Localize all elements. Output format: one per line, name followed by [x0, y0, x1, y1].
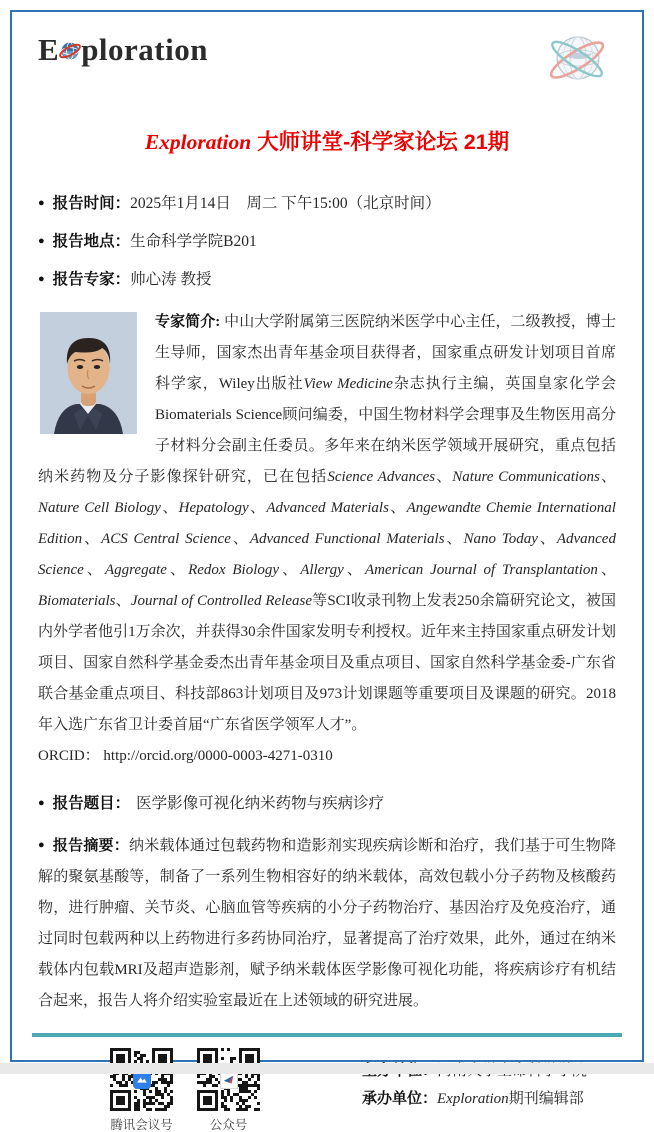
qr-caption-tencent-meeting: 腾讯会议号: [110, 1118, 173, 1132]
header: [38, 28, 616, 97]
qr-block-tencent-meeting: [110, 1048, 173, 1132]
poster-title-en: Exploration: [144, 130, 252, 154]
qr-code-official-account: [197, 1048, 260, 1111]
organizer-value-zh: 期刊编辑部: [508, 1091, 584, 1107]
info-row-speaker: [38, 269, 616, 290]
abstract-text: 纳米载体通过包载药物和造影剂实现疾病诊断和治疗，我们基于可生物降解的聚氨基酸等，制备了一系列生物相容好的纳米载体，高效包载小分子药物及核酸药物，进行肿瘤、关节炎、心脑血管等疾病的小分子药物治疗、基因治疗及免疫治疗，通过同时包载两种以上药物进行多药协同治疗，显著提高了治疗效果，此外，通过在纳米载体内包载MRI及超声造影剂，赋予纳米载体医学影像可视化功能，将疾病诊疗有机结合起来，报告人将介绍实验室最近在上述领域的研究进展。: [38, 838, 616, 1009]
footer-divider: [32, 1033, 622, 1037]
topic-row: [38, 792, 616, 815]
organizer-line: [362, 1085, 587, 1113]
qr-code-tencent-meeting: [110, 1048, 173, 1111]
exploration-logo: [38, 28, 208, 75]
info-speaker-label: 报告专家：: [52, 271, 131, 288]
info-time-label: 报告时间：: [52, 195, 131, 212]
bullet-icon: ●: [38, 197, 45, 209]
poster-title-zh: 大师讲堂-科学家论坛 21期: [251, 130, 510, 154]
organizer-label: 承办单位：: [362, 1091, 438, 1107]
bio-section: [38, 307, 616, 772]
speaker-photo: [40, 312, 137, 434]
organizer-value-en: Exploration: [437, 1091, 509, 1107]
qr-caption-official-account: 公众号: [209, 1118, 248, 1132]
info-list: [38, 193, 616, 290]
logo-globe-icon: [58, 31, 82, 75]
info-time-value: 2025年1月14日 周二 下午15:00（北京时间）: [130, 195, 441, 212]
orcid-line: ORCID： http://orcid.org/0000-0003-4271-0310: [38, 748, 333, 764]
logo-text-suffix: ploration: [81, 32, 208, 67]
bullet-icon: ●: [38, 235, 45, 247]
bullet-icon: ●: [38, 797, 45, 809]
info-row-time: [38, 193, 616, 214]
info-venue-label: 报告地点：: [52, 233, 131, 250]
abstract-label: 报告摘要：: [52, 838, 129, 854]
journal-globe-icon: [544, 30, 610, 97]
bullet-icon: ●: [38, 273, 45, 285]
poster-title: [38, 127, 616, 157]
logo-text-prefix: E: [38, 32, 60, 67]
bio-text: 中山大学附属第三医院纳米医学中心主任，二级教授，博士生导师，国家杰出青年基金项目获得者，国家重点研发计划项目首席科学家，Wiley出版社View Medicine杂志执行主编，英国皇家化学会Biomaterials Science顾问编委，中国生物材料学会理事及生物医用高分子材料分会副主任委员。多年来在纳米医学领域开展研究，重点包括纳米药物及分子影像探针研究，已在包括Science Advances、Nature Communications、Nature Cell Biology、Hepatology、Advanced Materials、Angewandte Chemie International Edition、ACS Central Science、Advanced Functional Materials、Nano Today、Advanced Science、Aggregate、Redox Biology、Allergy、American Journal of Transplantation、Biomaterials、Journal of Controlled Release等SCI收录刊物上发表250余篇研究论文，被国内外学者他引1万余次，并获得30余件国家发明专利授权。近年来主持国家重点研发计划项目、国家自然科学基金委杰出青年基金项目及重点项目、国家自然科学基金委-广东省联合基金重点项目、科技部863计划项目及973计划课题等重要项目及课题的研究。2018年入选广东省卫计委首届“广东省医学领军人才”。: [38, 314, 616, 733]
topic-label: 报告题目：: [52, 795, 131, 812]
bio-label: 专家简介:: [155, 314, 221, 330]
topic-value: 医学影像可视化纳米药物与疾病诊疗: [136, 795, 385, 812]
info-speaker-value: 帅心涛 教授: [130, 271, 212, 288]
poster-page: [10, 10, 644, 1132]
info-venue-value: 生命科学学院B201: [130, 233, 257, 250]
footer: [38, 1048, 616, 1132]
abstract-section: [38, 830, 616, 1017]
qr-block-official-account: [197, 1048, 260, 1132]
page-bottom-shadow: [0, 1063, 654, 1074]
bullet-icon: ●: [38, 839, 45, 851]
info-row-venue: [38, 231, 616, 252]
